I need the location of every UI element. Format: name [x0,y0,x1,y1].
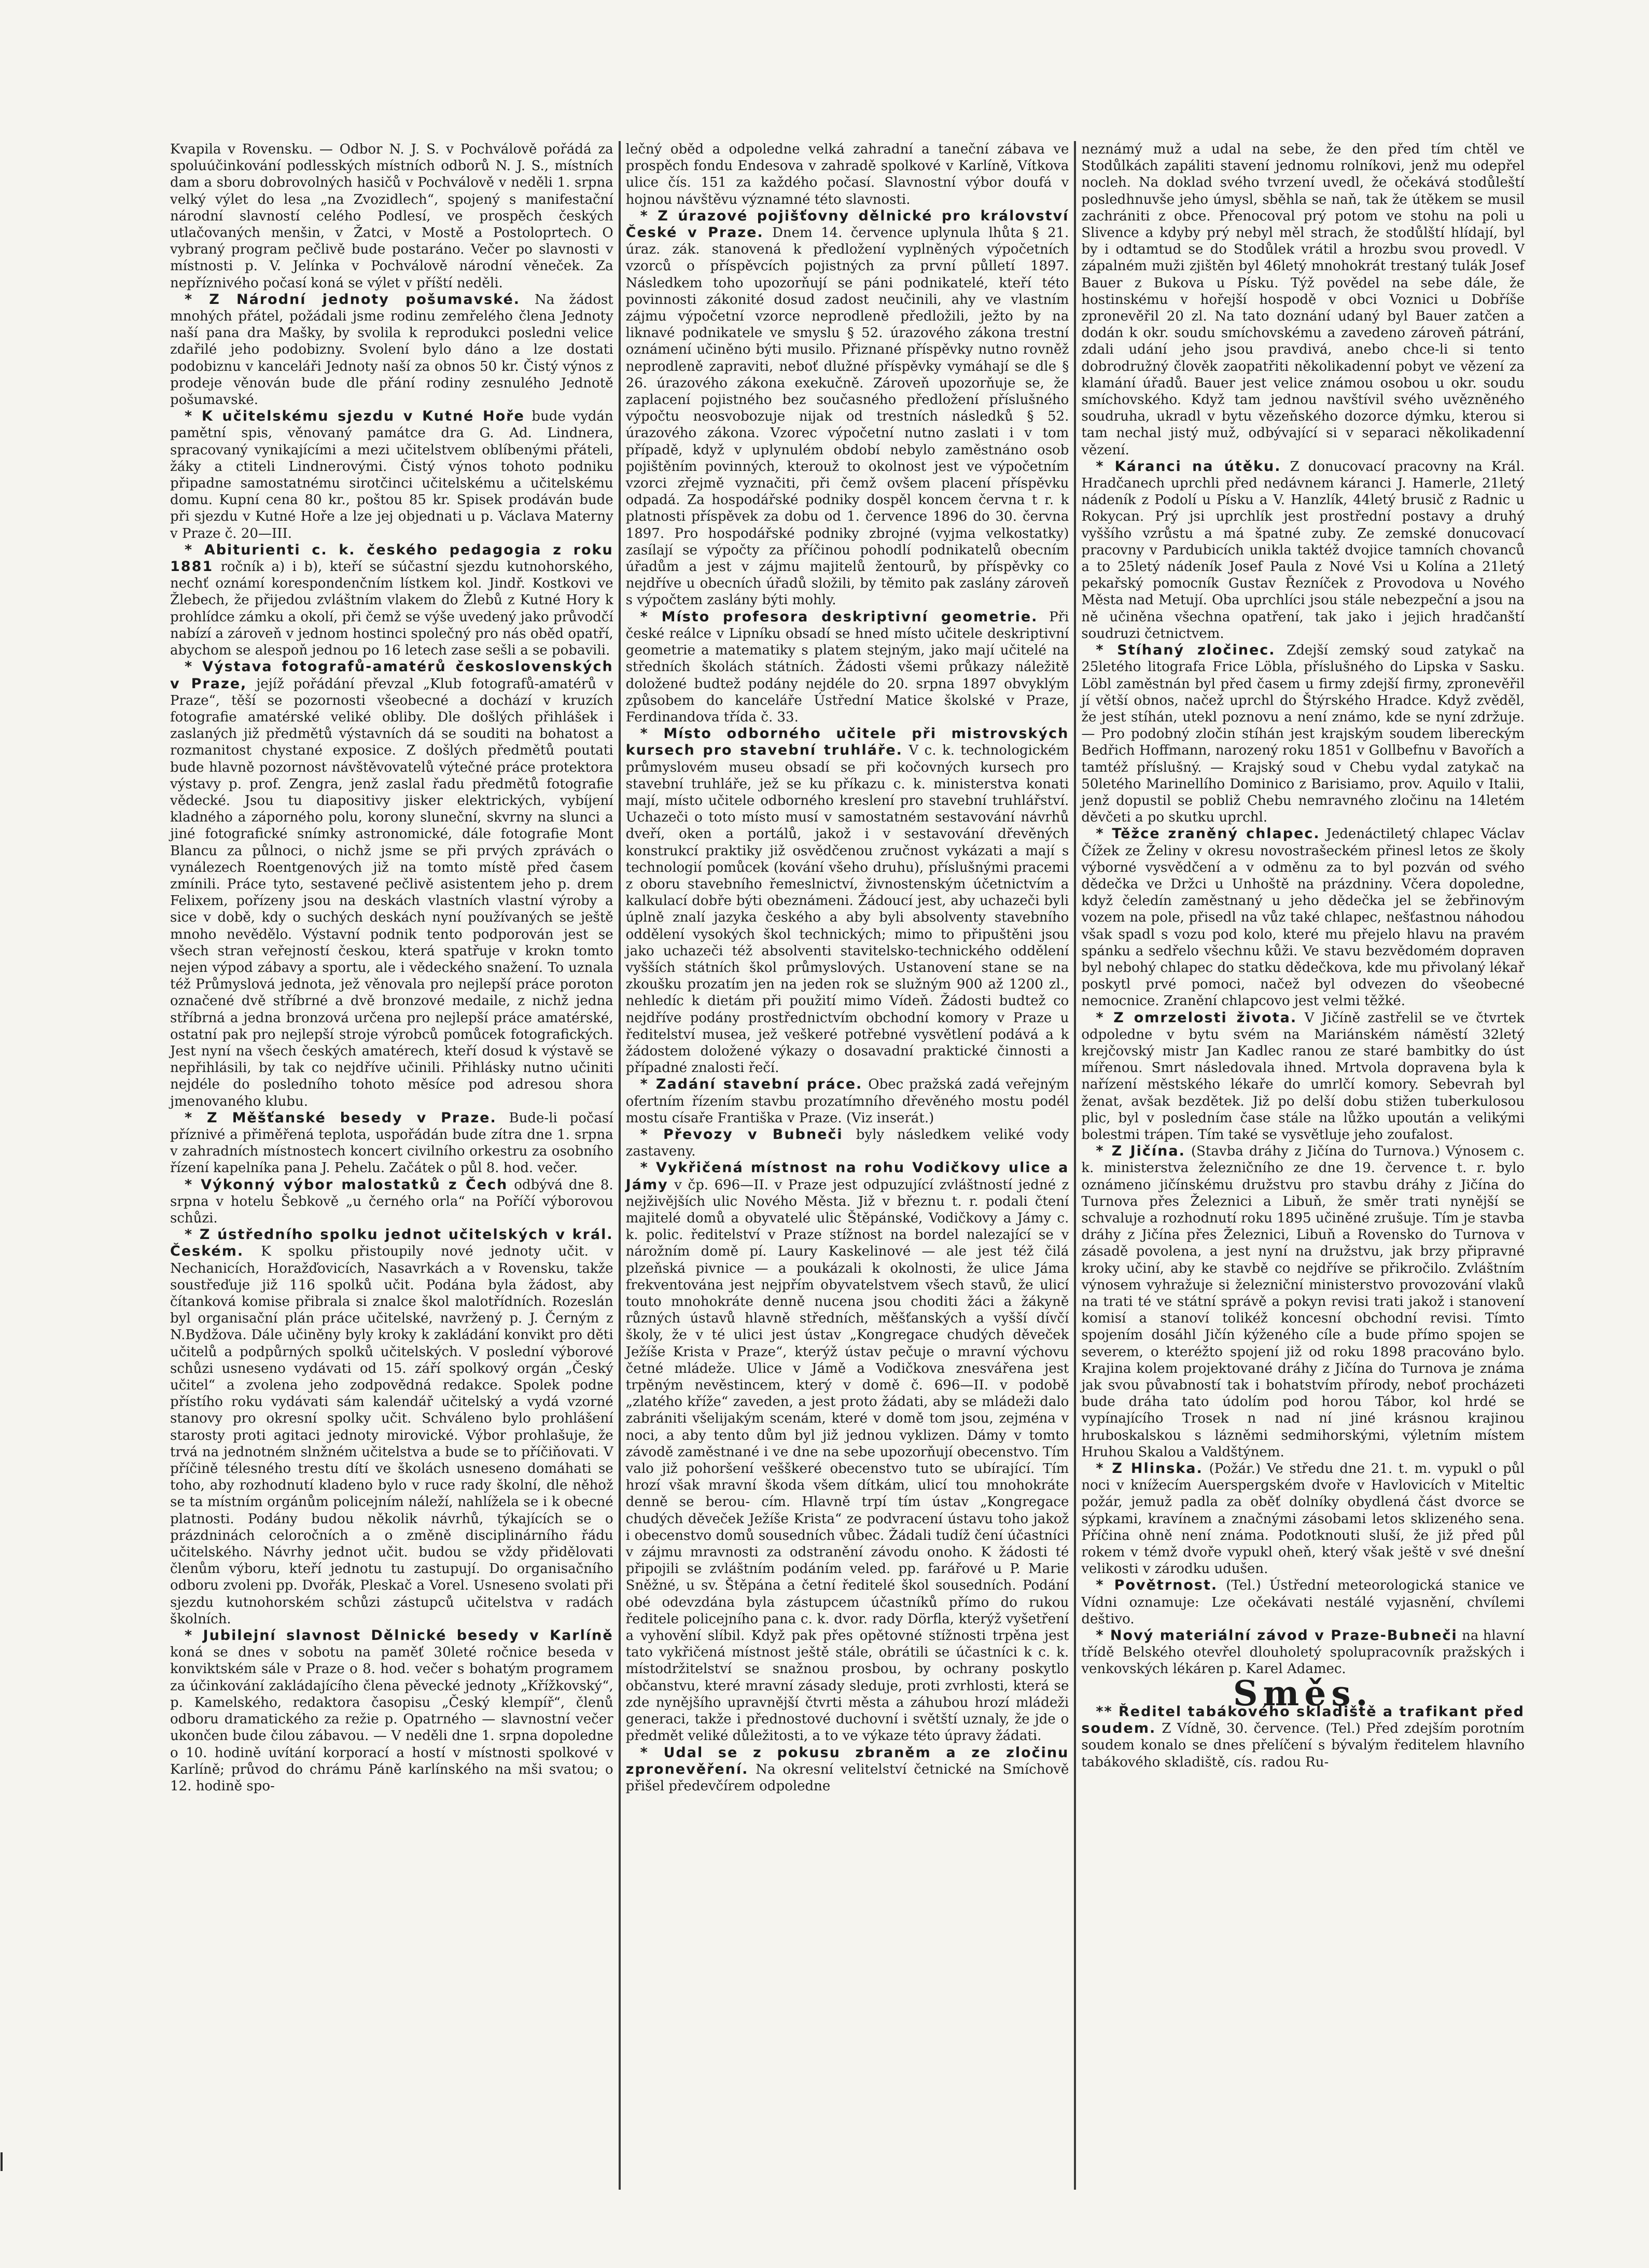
column-2 [621,141,1074,2190]
news-paragraph [626,1745,1069,1795]
news-paragraph [1081,141,1525,458]
paragraph-headline: * Z úrazové pojišťovny dělnické pro království České v Praze. [625,207,1069,241]
news-paragraph [170,1110,613,1177]
paragraph-headline: * Výstava fotografů-amatérů československých v Praze, [170,659,613,692]
news-paragraph [1081,1143,1525,1460]
paragraph-text: odbývá dne 8. srpna v hotelu Šebkově „u černého orla“ na Poříčí výborovou schůzi. [170,1177,613,1226]
column-1 [165,141,619,2190]
paragraph-headline: * Z Jičína. [1096,1143,1185,1160]
news-paragraph [626,141,1069,208]
paragraph-headline: * Z Národní jednoty pošumavské. [185,291,521,308]
news-paragraph [1081,1010,1525,1144]
paragraph-text: Na okresní velitelství četnické na Smíchově přišel předevčírem odpoledne [625,1761,1069,1794]
article-columns [165,141,1530,2190]
paragraph-headline: * Udal se z pokusu zbraněm a ze zločinu zpronevěření. [625,1744,1069,1777]
paragraph-headline: * Z omrzelosti života. [1096,1009,1297,1026]
news-paragraph [626,1076,1069,1126]
paragraph-text: Z donucovací pracovny na Král. Hradčanech uprchli před nedávnem káranci J. Hamerle, 21letý nádeník z Podolí u Písku a V. Hanzlík, 44letý brusič z Radnic u Rokycan. Prý jsi uprchlík jest prostřední postavy a druhý vyššího vzrůstu a má špatné zuby. Ze zemské donucovací pracovny v Pardubicích unikla taktéž dvojice tamních chovanců a to 25letý nádeník Josef Paula z Nové Vsi u Kolína a 21letý pekařský pomocník Gustav Řezníček z Provodova u Nového Města nad Metují. Oba uprchlíci jsou stále nebezpeční a jsou na ně učiněna všechna opatření, tak jako i jejich hradčanští soudruzi četnictvem. [1081,458,1525,642]
paragraph-text: Při české reálce v Lipníku obsadí se hned místo učitele deskriptivní geometrie a matematiky s platem stejným, jako mají učitelé na středních školách státních. Žádosti všemi průkazy náležitě doložené budtež podány nejdéle do 20. srpna 1897 obvyklým způsobem do kanceláře Ústřední Matice školské v Praze, Ferdinandova třída č. 33. [625,609,1069,725]
paragraph-headline: * Těžce zraněný chlapec. [1096,826,1320,842]
news-paragraph [626,726,1069,1076]
news-paragraph [170,1177,613,1227]
paragraph-headline: * Stíhaný zločinec. [1096,642,1276,659]
paragraph-headline: * Místo odborného učitele při mistrovských kursech pro stavební truhláře. [625,726,1069,759]
news-paragraph [170,291,613,408]
paragraph-headline: * Zadání stavební práce. [640,1076,863,1093]
news-paragraph [170,141,613,291]
paragraph-headline: * Výkonný výbor malostatků z Čech [185,1176,508,1193]
news-paragraph [1081,1627,1525,1678]
paragraph-headline: * Místo profesora deskriptivní geometrie. [640,608,1038,625]
news-paragraph [1081,458,1525,642]
paragraph-text: Na žádost mnohých přátel, požádali jsme rodinu zemřelého člena Jednoty naší pana dra Mašky, by svolila k reprodukci posledni velice zdařilé jeho podobizny. Svolení bylo dáno a lze dostati podobiznu v kanceláři Jednoty naší za obnos 50 kr. Čistý výnos z prodeje věnován bude dle přání rodiny zesnulého Jednotě pošumavské. [170,291,613,408]
section-heading-smes: Směs. [1233,1673,1373,1714]
paragraph-text: bude vydán pamětní spis, věnovaný památce dra G. Ad. Lindnera, spracovaný vynikajícími a mezi učitelstvem oblíbenými přáteli, žáky a ctiteli Lindnerovými. Čistý výnos tohoto podniku připadne samostatnému sirotčinci učitelskému a učitelskému domu. Kupní cena 80 kr., poštou 85 kr. Spisek prodáván bude při sjezdu v Kutné Hoře a lze jej objednati u p. Václava Materny v Praze č. 20—III. [170,409,613,541]
paragraph-text: Obec pražská zadá veřejným ofertním řízením stavbu prozatímního dřevěného mostu podél mostu císaře Františka v Praze. (Viz inserát.) [625,1077,1069,1126]
paragraph-text: Bude-li počasí příznivé a přiměřená teplota, uspořádán bude zítra dne 1. srpna v zahradních místnostech koncert civilního orkestru za osobního řízení kapelníka pana J. Pehelu. Začátek o půl 8. hod. večer. [170,1110,613,1176]
paragraph-text: Kvapila v Rovensku. — Odbor N. J. S. v Pochválově pořádá za spoluúčinkování podlesských místních odborů N. J. S., místních dam a sboru dobrovolných hasičů v Pochválově v neděli 1. srpna velký výlet do lesa „na Zvozidlech“, spojený s manifestační národní slavností celého Podlesí, ve prospěch českých utlačovaných menšin, v Žatci, v Mostě a Postoloprtech. O vybraný program pečlivě bude postaráno. Večer po slavnosti v místnosti p. V. Jelínka v Pochválově národní věneček. Za nepříznivého počasí koná se výlet v příští neděli. [170,142,613,291]
paragraph-text: koná se dnes v sobotu na paměť 30leté ročnice beseda v konviktském sále v Praze o 8. hod. večer s bohatým programem za účinkování zakládajícího člena pěvecké jednoty „Křížkovský“, p. Kamelského, redaktora časopisu „Český klempíř“, členů odboru dramatického za režie p. Opatrného — slavnostní večer ukončen bude čilou zábavou. — V neděli dne 1. srpna dopoledne o 10. hodině uvítání korporací a hostí v místnosti spolkové v Karlíně; průvod do chrámu Páně karlínského na mši svatou; o 12. hodině spo- [170,1645,613,1794]
paragraph-headline: * K učitelskému sjezdu v Kutné Hoře [185,408,525,425]
page-scratch-mark [1,2152,3,2171]
column-3 [1076,141,1530,2190]
paragraph-text: (Požár.) Ve středu dne 21. t. m. vypukl o půl noci v knížecím Auerspergském dvoře v Havlovicích v Miteltic požár, jemuž padla za oběť dolníky obydlená část dvorce se sýpkami, kravínem a značnými zásobami letos sklizeného sena. Příčina ohně není známa. Podotknouti sluší, že již před půl rokem v témž dvoře vypukl oheň, který však ještě v své dnešní velikosti v zárodku udušen. [1081,1461,1525,1577]
news-paragraph [626,1160,1069,1744]
news-paragraph [170,408,613,542]
news-paragraph [626,208,1069,609]
news-paragraph [1081,826,1525,1009]
paragraph-text: v čp. 696—II. v Praze jest odpuzující zvláštností jedné z nejživějších ulic Nového Města. Již v březnu t. r. podali čtení majitelé domů a obyvatelé ulic Štěpánské, Vodičkovy a Jámy c. k. polic. ředitelství v Praze stížnost na bordel nalezající se v nárožním domě pí. Laury Kaskelinové — ale jest též čilá plzeňská pivnice — a poukázali k okolnosti, že ulice Jáma frekventována jest nejpřím obyvatelstvem všech stavů, že ulicí touto mnohokráte denně nucena jsou choditi žáci a žákyně různých ústavů hlavně středních, měšťanských a vyšší dívčí školy, že v té ulici jest ústav „Kongregace chudých děveček Ježíše Krista v Praze“, kterýž ústav pečuje o mravní výchovu četné mládeže. Ulice v Jámě a Vodičkova znesvářena jest trpěným nevěstincem, který v domě č. 696—II. v podobě „zlatého kříže“ zaveden, a jest proto žádati, aby se mládeži dalo zabrániti všelijakým scenám, které v domě tom jsou, zejména v noci, a aby tento dům byl již jednou vyklizen. Dámy v tomto závodě zaměstnané i ve dne na sebe upozorňují obecenstvo. Tím valo již pohoršení vešškeré obecenstvo tuto se ubírající. Tím hrozí však mravní škoda všem dítkám, ulicí tou mnohokráte denně se berou- cím. Hlavně trpí tím ústav „Kongregace chudých děveček Ježíše Krista“ ze podvracení ústavu toho jakož i obecenstvo domů sousedních vůbec. Žádali tudíž čení účastníci v zájmu mravnosti za odstranění závodu onoho. K žádosti té připojili se zvláštním podáním veled. pp. farářové u P. Marie Sněžné, u sv. Štěpána a četní ředitelé škol sousedních. Podání obé odevzdána byla zástupcem účastníků přímo do rukou ředitele policejního pana c. k. dvor. rady Dörfla, kterýž vyšetření a vyhovění slíbil. Když pak přes opětovné stížnosti trpěna jest tato vykřičená místnost ještě stále, obrátili se účastníci k c. k. místodržitelství se snažnou prosbou, by ochrany poskytlo občanstvu, které mravní zásady sleduje, proti zvrhlosti, která se zde nynějšího upravnější čtvrti města a záhubou hrozí mládeži generaci, takže i přednostové duchovní i světští uznaly, že jde o předmět veliké důležitosti, a to ve výkaze této úpravy žádati. [625,1177,1069,1744]
paragraph-text: K spolku přistoupily nové jednoty učit. v Nechanicích, Horažďovicích, Nasavrkách a v Rovensku, takže soustřeďuje již 116 spolků učit. Podána byla žádost, aby čítanková komise přibrala si znalce škol malotřídních. Rozeslán byl organisační plán práce učitelské, navržený p. J. Černým z N.Bydžova. Dále učiněny byly kroky k zakládání konvikt pro děti učitelů a podpůrných spolků učitelských. V poslední výborové schůzi usneseno vydávati od 15. září spolkový orgán „Český učitel“ a zvolena jeho zodpovědná redakce. Spolek podne přístího roku vydávati sám kalendář učitelský a vydá vzorné stanovy pro okresní spolky učit. Schváleno bylo prohlášení starosty proti agitaci jednoty mirovické. Výbor prohlašuje, že trvá na jednotném slnžném učitelstva a bude se to příčiňovati. V příčině télesného trestu dítí ve školách usneseno domáhati se toho, aby rozhodnutí kladeno bylo v ruce rady školní, dle něhož se ta místním orgánům policejním náleží, nahlížela se i k obecné platnosti. Podány budou několik návrhů, týkajících se o prázdninách celoročních a o změně disciplinárního řádu učitelského. Návrhy jednot učit. budou se vždy přidělovati členům výboru, kteří jednotu tu zastupují. Do organisačního odboru zvoleni pp. Dvořák, Pleskač a Vorel. Usneseno svolati při sjezdu kutnohorském schůzi zástupců učitelstva v radách školních. [170,1244,613,1627]
news-paragraph [626,609,1069,726]
paragraph-headline: * Jubilejní slavnost Dělnické besedy v Karlíně [185,1627,613,1644]
paragraph-text: (Tel.) Ústřední meteorologická stanice ve Vídni oznamuje: Lze očekávati nestálé vyjasnění, chvílemi deštivo. [1081,1578,1525,1627]
paragraph-headline: * Z Hlinska. [1096,1460,1203,1477]
paragraph-text: jejíž pořádání převzal „Klub fotografů-amatérů v Praze“, těší se pozornosti všeobecné a dochází v kruzích fotografie amatérské veliké obliby. Dle došlých přihlášek i zaslaných již předmětů výstavních dá se souditi na bohatost a rozmanitost chystané exposice. Z došlých předmětů poutati bude hlavně pozornost návštěvovatelů výtečné práce protektora výstavy p. prof. Zengra, jenž zaslal řadu předmětů fotografie vědecké. Jsou tu diapositivy jisker elektrických, vybíjení kladného a záporného polu, korony sluneční, skvrny na slunci a jiné fotografické snímky astronomické, dále fotografie Mont Blancu za půlnoci, o nichž jsme se při prvých zprávách o vynálezech Roentgenových již na tomto místě před časem zmínili. Práce tyto, sestavené pečlivě asistentem jeho p. drem Felixem, pořízeny jsou na deskách vlastních vlastní výroby a sice v době, kdy o suchých deskách nyní používaných se ještě mnoho nevědělo. Výstavní podnik tento podporován jest se všech stran veřejností českou, která spatřuje v krokn tomto nejen výpod zábavy a sportu, ale i vědeckého snažení. To uznala též Průmyslová jednota, jež věnovala pro nejlepší práce poroton označené dvě stříbrné a dvě bronzové medaile, z nichž jedna stříbrná a jedna bronzová určena pro nejlepší práce amatérské, ostatní pak pro nejlepší stroje výrobců pomůcek fotografických. Jest nyní na všech českých amatérech, kteří dosud k výstavě se nepřihlásili, by tak co nejdříve učinili. Přihlásky nutno učiniti nejdéle do posledního tohoto měsíce pod adresou shora jmenovaného klubu. [170,676,613,1109]
news-paragraph [1081,1704,1525,1771]
paragraph-headline: * Abiturienti c. k. českého pedagogia z roku 1881 [170,541,613,575]
paragraph-text: (Stavba dráhy z Jičína do Turnova.) Výnosem c. k. ministerstva železničního ze dne 19. července t. r. bylo oznámeno jičínskému družstvu pro stavbu dráhy z Jičína do Turnova přes Železnici a Libuň, že směr trati nynější se schvaluje a rozhodnutí roku 1895 učiněné zrušuje. Tím je stavba dráhy z Jičína přes Železnici, Libuň a Rovensko do Turnova v zásadě povolena, a jest nyní na družstvu, jak brzy připravné kroky učiní, aby ke stavbě co nejdříve se přikročilo. Zvláštním výnosem vyhražuje si železniční ministerstvo provozování vlaků na trati té ve státní správě a pokyn revisi trati jakož i stanovení komisí a stanoví tolikéž koncesní obchodní revisi. Tímto spojením dosáhl Jičín kýženého cíle a bude přímo spojen se severem, o kteréžto spojení již od roku 1898 pracováno bylo. Krajina kolem projektované dráhy z Jičína do Turnova je známa jak svou půvabností tak i bohatstvím přírody, neboť procházeti bude dráha tato údolím pod horou Tábor, kol hrdé se vypínajícího Trosek n nad ní jiné krásnou krajinou hruboskalskou s lázněmi sedmihorskými, výletním místem Hruhou Skalou a Valdštýnem. [1081,1144,1525,1460]
news-paragraph [1081,1460,1525,1577]
news-paragraph [1081,642,1525,826]
news-paragraph [170,1627,613,1794]
paragraph-headline: * Převozy v Bubneči [640,1126,843,1143]
paragraph-text: Dnem 14. července uplynula lhůta § 21. úraz. zák. stanovená k předložení vyplněných výpočetních vzorců o příspěvcích pojistných za první půlletí 1897. Následkem toho upozorňují se páni podnikatelé, kteří této povinnosti zákonité dosud zadost neučinili, ahy ve vlastním zájmu výpočetní vzorce neprodleně předložili, ježto by na liknavé podnikatele ve smyslu § 52. úrazového zákona trestní oznámení učiněno býti musilo. Přiznané příspěvky nutno rovněž neprodleně zapraviti, neboť dlužné příspěvky vymáhají se dle § 26. úrazového zákona exekučně. Zároveň upozorňuje se, že zaplacení pojistného bez současného předložení příslušného výpočtu neosvobozuje nijak od trestních následků § 52. úrazového zákona. Vzorec výpočetní nutno zaslati i v tom případě, když v uplynulém období nebylo zaměstnáno osob pojištěním povinných, kterouž to okolnost jest ve výpočetním vzorci zřejmě vyznačiti, při čemž ovšem placení příspěvku odpadá. Za hospodářské podniky dospěl koncem června t r. k platnosti příspěvek za dobu od 1. července 1896 do 30. června 1897. Pro hospodářské podniky zbrojné (vyjma velkostatky) zasílají se výpočty za příčinou pohodlí podnikatelů obecním úřadům a jest v zájmu majitelů žentourů, by příspěvky co nejdříve u obecních úřadů složili, by těmito pak zaslány zároveň s výpočtem zaslány býti mohly. [625,225,1069,608]
paragraph-text: byly následkem veliké vody zastaveny. [625,1126,1069,1160]
paragraph-headline: * Káranci na útěku. [1096,458,1281,475]
paragraph-text: neznámý muž a udal na sebe, že den před tím chtěl ve Stodůlkách zapáliti stavení jednomu rolníkovi, jenž mu odepřel nocleh. Na doklad svého tvrzení uvedl, že očekává stodůleští posledhnuvše jeho úmysl, sběhla se naň, tak že útěkem se musil zachrániti z obce. Přenocoval prý potom ve stohu na poli u Slivence a kdyby prý nebyl měl strach, že stodůlští hlídají, byl by i odtamtud se do Stodůlek vrátil a hrozbu svou provedl. V zápalném muži zjištěn byl 46letý mnohokrát trestaný tulák Josef Bauer z Bukova u Písku. Týž povědel na sebe dále, že hostinskému v hořejší hospodě v obci Voznici u Dobříše zpronevěřil 20 zl. Na tato doznání udaný byl Bauer zatčen a dodán k okr. soudu smíchovskému a zavedeno zároveň pátrání, zdali udání jeho jsou pravdivá, anebo chce-li si tento dobrodružný člověk zaopatřiti několikadenní pobyt ve vězení za klamání úřadů. Bauer jest velice známou osobou u okr. soudu smíchovského. Když tam jednou navštívil svého uvězněného soudruha, ukradl v bytu vězeňského dozorce dýmku, kterou si tam nechal jistý muž, odbývající si v separaci několikadenní vězení. [1081,142,1525,458]
paragraph-text: V Jičíně zastřelil se ve čtvrtek odpoledne v bytu svém na Mariánském náměstí 32letý krejčovský mistr Jan Kadlec ranou ze staré bambitky do úst mířenou. Smrt následovala ihned. Mrtvola dopravena byla k nařízení městského lékaře do umrlčí komory. Sebevrah byl ženat, avšak bezdětek. Již po delší dobu stižen tuberkulosou plic, byl v posledním čase stále na lůžko upoután a velikými bolestmi trápen. Tím také se vysvětluje jeho zoufalost. [1081,1010,1525,1143]
paragraph-headline: * Nový materiální závod v Praze-Bubneči [1096,1627,1458,1644]
news-paragraph [1081,1577,1525,1627]
paragraph-text: Z Vídně, 30. července. (Tel.) Před zdejším porotním soudem konalo se dnes přelíčení s bývalým ředitelem hlavního tabákového skladiště, cís. radou Ru- [1081,1721,1525,1770]
news-paragraph [170,1227,613,1627]
paragraph-headline: ** Ředitel tabákového skladiště a trafikant před soudem. [1081,1703,1525,1737]
paragraph-headline: * Z ústředního spolku jednot učitelských v král. Českém. [170,1227,613,1260]
paragraph-text: Zdejší zemský soud zatykač na 25letého litografa Frice Löbla, příslušného do Lipska v Sasku. Löbl zaměstnán byl před časem u firmy zdejší firmy, zpronevěřil jí větší obnos, načež uprchl do Štýrského Hradce. Když zvěděl, že jest stíhán, utekl poznovu a není známo, kde se nyní zdržuje. — Pro podobný zločin stíhán jest krajským soudem libereckým Bedřich Hoffmann, narozený roku 1851 v Gollbefnu v Bavořích a tamtéž příslušný. — Krajský soud v Chebu vydal zatykač na 50letého Marinellího Dominico z Barisiamo, prov. Aquilo v Italii, jenž dopustil se pobliž Chebu nemravného zločinu na 14letém děvčeti a po skutku uprchl. [1081,643,1525,826]
news-paragraph [170,542,613,659]
news-paragraph [626,1126,1069,1160]
paragraph-headline: * Z Měšťanské besedy v Praze. [185,1109,497,1126]
paragraph-text: na hlavní třídě Belského otevřel dlouholetý spolupracovník pražských i venkovských lékáren p. Karel Adamec. [1081,1628,1525,1677]
paragraph-headline: * Vykřičená místnost na rohu Vodičkovy ulice a Jámy [625,1160,1069,1193]
paragraph-text: ročník a) i b), kteří se súčastní sjezdu kutnohorského, nechť oznámí korespondenčním lístkem kol. Jindř. Kostkovi ve Žlebech, že přijedou zvláštním vlakem do Žlebů z Kutné Hory k prohlídce zámku a okolí, při čemž se výše uvedený jako průvodčí nabízí a zároveň v jednom hostinci společný pro nás oběd opatří, abychom se alespoň jednou po 16 letech zase sešli a se pobavili. [170,559,613,659]
paragraph-text: Jedenáctiletý chlapec Václav Čížek ze Želiny v okresu novostrašeckém přinesl letos ze školy výborné vysvědčení a v odměnu za to byl pozván od svého dědečka ve Držci u Unhoště na prázdniny. Včera dopoledne, když čeledín zaměstnaný u jeho dědečka jel se žebřinovým vozem na pole, přisedl na vůz také chlapec, nešťastnou náhodou však spadl s vozu pod kolo, které mu přejelo hlavu na pravém spánku a sedřelo všechnu kůži. Ve stavu bezvědomém dopraven byl nebohý chlapec do statku dědečkova, kde mu přivolaný lékař poskytl prvé pomoci, načež byl odvezen do všeobecné nemocnice. Zranění chlapcovo jest velmi těžké. [1081,826,1525,1009]
paragraph-text: V c. k. technologickém průmyslovém museu obsadí se při kočovných kursech pro stavební truhláře, jež se ku příkazu c. k. ministerstva konati mají, místo učitele odborného kreslení pro stavební truhlářství. Uchazeči o toto místo musí v samostatném sestavování návrhů dveří, oken a portálů, jakož i v sestavování dřevěných konstrukcí praktiky již osvědčenou zručnost vykázati a mají s technologií pomůcek (kování všeho druhu), příslušnými pracemi z oboru stavebního řemeslnictví, živnostenským účetnictvím a kalkulací dobře býti obeznámeni. Žádoucí jest, aby uchazeči byli úplně znalí jazyka českého a aby byli absolventy stavebního oddělení vysokých škol technických; mimo to připuštěni jsou jako uchazeči též absolventi stavitelsko-technického oddělení vyšších státních škol průmyslových. Ustanovení stane se na zkoušku prozatím jen na jeden rok se služným 900 až 1200 zl., nehledíc k dietám při použití mimo Vídeň. Žádosti budtež co nejdříve podány prostřednictvím obchodní komory v Praze u ředitelství musea, jež veškeré potřebné vysvětlení podává a k žádostem doložené výkazy o dosavadní praktické činnosti a případné znalosti řečí. [625,743,1069,1076]
news-paragraph [170,659,613,1109]
paragraph-headline: * Povětrnost. [1096,1577,1218,1594]
paragraph-text: lečný oběd a odpoledne velká zahradní a taneční zábava ve prospěch fondu Endesova v zahradě spolkové v Karlíně, Vítkova ulice čís. 151 za každého počasí. Slavnostní výbor doufá v hojnou návštěvu významné této slavnosti. [625,142,1069,207]
